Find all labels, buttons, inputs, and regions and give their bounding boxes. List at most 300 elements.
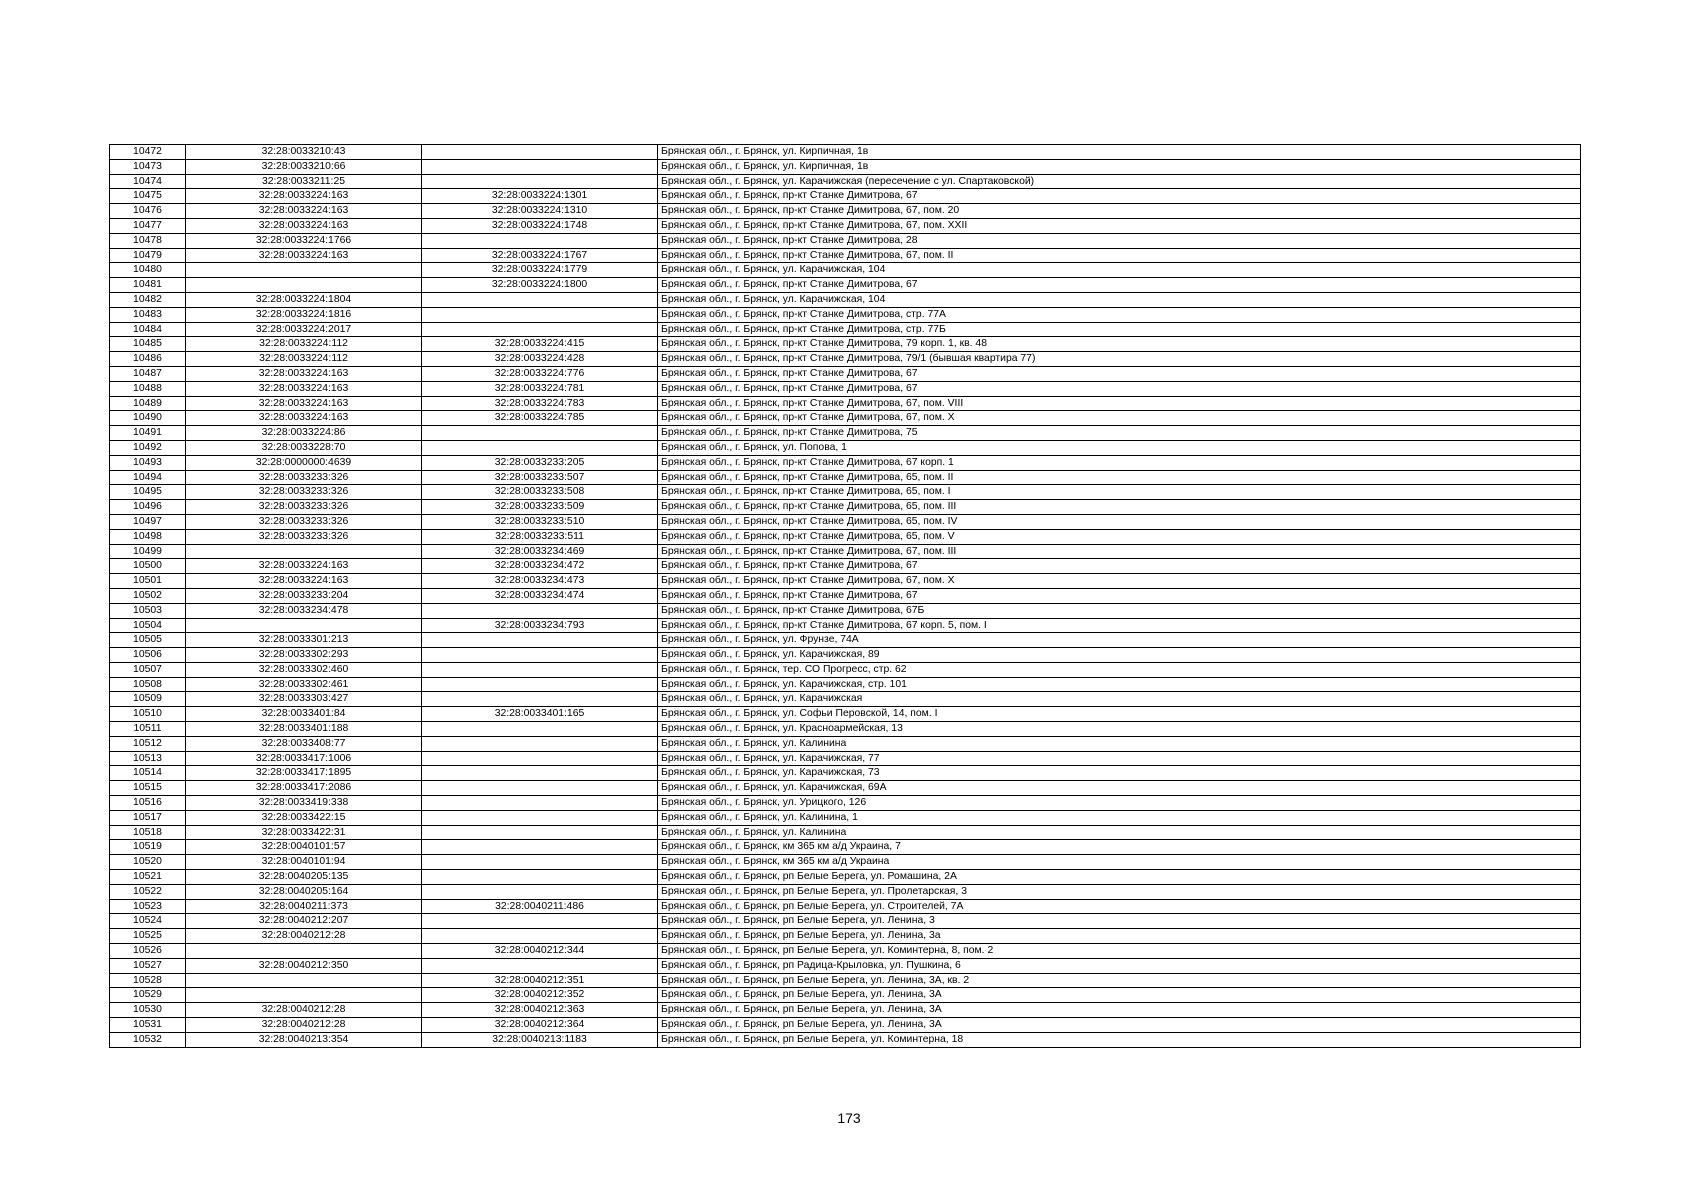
table-row (110, 677, 1581, 692)
object-cadastral-number-cell (422, 751, 658, 766)
table-row (110, 278, 1581, 293)
row-number-cell: 10496 (110, 500, 186, 515)
object-cadastral-number-cell (422, 174, 658, 189)
parcel-cadastral-number-cell: 32:28:0033234:478 (186, 603, 422, 618)
address-cell: Брянская обл., г. Брянск, пр-кт Станке Димитрова, 67 (658, 381, 1581, 396)
parcel-cadastral-number-cell: 32:28:0033224:163 (186, 411, 422, 426)
table-row (110, 174, 1581, 189)
address-cell: Брянская обл., г. Брянск, пр-кт Станке Димитрова, 67 (658, 278, 1581, 293)
address-cell: Брянская обл., г. Брянск, пр-кт Станке Димитрова, 67 (658, 588, 1581, 603)
row-number-cell: 10478 (110, 233, 186, 248)
parcel-cadastral-number-cell: 32:28:0033224:1766 (186, 233, 422, 248)
object-cadastral-number-cell: 32:28:0033234:473 (422, 574, 658, 589)
table-row (110, 440, 1581, 455)
row-number-cell: 10489 (110, 396, 186, 411)
address-cell: Брянская обл., г. Брянск, пр-кт Станке Димитрова, 67, пом. XXII (658, 218, 1581, 233)
object-cadastral-number-cell (422, 929, 658, 944)
row-number-cell: 10523 (110, 899, 186, 914)
parcel-cadastral-number-cell: 32:28:0033233:204 (186, 588, 422, 603)
parcel-cadastral-number-cell: 32:28:0033302:460 (186, 662, 422, 677)
object-cadastral-number-cell: 32:28:0033224:1767 (422, 248, 658, 263)
parcel-cadastral-number-cell: 32:28:0033417:1006 (186, 751, 422, 766)
address-cell: Брянская обл., г. Брянск, пр-кт Станке Димитрова, 79 корп. 1, кв. 48 (658, 337, 1581, 352)
parcel-cadastral-number-cell: 32:28:0033302:293 (186, 648, 422, 663)
address-cell: Брянская обл., г. Брянск, ул. Карачижская (пересечение с ул. Спартаковской) (658, 174, 1581, 189)
address-cell: Брянская обл., г. Брянск, пр-кт Станке Димитрова, 67 (658, 189, 1581, 204)
table-row (110, 1032, 1581, 1047)
table-row (110, 366, 1581, 381)
table-row (110, 248, 1581, 263)
object-cadastral-number-cell (422, 440, 658, 455)
table-row (110, 514, 1581, 529)
table-row (110, 958, 1581, 973)
object-cadastral-number-cell: 32:28:0033224:1800 (422, 278, 658, 293)
row-number-cell: 10495 (110, 485, 186, 500)
object-cadastral-number-cell: 32:28:0033233:509 (422, 500, 658, 515)
object-cadastral-number-cell: 32:28:0033224:428 (422, 352, 658, 367)
address-cell: Брянская обл., г. Брянск, пр-кт Станке Димитрова, 65, пом. III (658, 500, 1581, 515)
object-cadastral-number-cell: 32:28:0033224:1779 (422, 263, 658, 278)
row-number-cell: 10510 (110, 707, 186, 722)
object-cadastral-number-cell (422, 692, 658, 707)
registry-table-body (110, 145, 1581, 1048)
row-number-cell: 10506 (110, 648, 186, 663)
object-cadastral-number-cell: 32:28:0033224:783 (422, 396, 658, 411)
table-row (110, 603, 1581, 618)
table-row (110, 736, 1581, 751)
parcel-cadastral-number-cell: 32:28:0040205:135 (186, 870, 422, 885)
table-row (110, 840, 1581, 855)
row-number-cell: 10485 (110, 337, 186, 352)
object-cadastral-number-cell: 32:28:0033224:1748 (422, 218, 658, 233)
object-cadastral-number-cell: 32:28:0033233:511 (422, 529, 658, 544)
table-row (110, 544, 1581, 559)
object-cadastral-number-cell (422, 159, 658, 174)
row-number-cell: 10519 (110, 840, 186, 855)
row-number-cell: 10530 (110, 1003, 186, 1018)
parcel-cadastral-number-cell: 32:28:0033224:163 (186, 366, 422, 381)
row-number-cell: 10488 (110, 381, 186, 396)
object-cadastral-number-cell (422, 322, 658, 337)
table-row (110, 618, 1581, 633)
address-cell: Брянская обл., г. Брянск, пр-кт Станке Димитрова, 75 (658, 426, 1581, 441)
row-number-cell: 10481 (110, 278, 186, 293)
table-row (110, 426, 1581, 441)
address-cell: Брянская обл., г. Брянск, пр-кт Станке Димитрова, 67 (658, 559, 1581, 574)
row-number-cell: 10518 (110, 825, 186, 840)
parcel-cadastral-number-cell: 32:28:0033302:461 (186, 677, 422, 692)
address-cell: Брянская обл., г. Брянск, пр-кт Станке Димитрова, 67, пом. 20 (658, 204, 1581, 219)
row-number-cell: 10490 (110, 411, 186, 426)
object-cadastral-number-cell (422, 766, 658, 781)
object-cadastral-number-cell: 32:28:0033224:776 (422, 366, 658, 381)
address-cell: Брянская обл., г. Брянск, км 365 км а/д Украина (658, 855, 1581, 870)
table-row (110, 263, 1581, 278)
row-number-cell: 10498 (110, 529, 186, 544)
object-cadastral-number-cell (422, 781, 658, 796)
row-number-cell: 10529 (110, 988, 186, 1003)
object-cadastral-number-cell: 32:28:0033233:510 (422, 514, 658, 529)
table-row (110, 159, 1581, 174)
address-cell: Брянская обл., г. Брянск, ул. Карачижская, стр. 101 (658, 677, 1581, 692)
object-cadastral-number-cell (422, 884, 658, 899)
table-row (110, 855, 1581, 870)
address-cell: Брянская обл., г. Брянск, ул. Калинина (658, 825, 1581, 840)
object-cadastral-number-cell (422, 307, 658, 322)
table-row (110, 396, 1581, 411)
table-row (110, 352, 1581, 367)
address-cell: Брянская обл., г. Брянск, рп Белые Берега, ул. Коминтерна, 8, пом. 2 (658, 944, 1581, 959)
table-row (110, 145, 1581, 160)
table-row (110, 633, 1581, 648)
address-cell: Брянская обл., г. Брянск, пр-кт Станке Димитрова, 67 корп. 1 (658, 455, 1581, 470)
parcel-cadastral-number-cell: 32:28:0040212:350 (186, 958, 422, 973)
parcel-cadastral-number-cell (186, 278, 422, 293)
table-row (110, 944, 1581, 959)
row-number-cell: 10527 (110, 958, 186, 973)
address-cell: Брянская обл., г. Брянск, рп Белые Берега, ул. Ленина, 3 (658, 914, 1581, 929)
parcel-cadastral-number-cell: 32:28:0033422:15 (186, 810, 422, 825)
row-number-cell: 10476 (110, 204, 186, 219)
table-row (110, 411, 1581, 426)
parcel-cadastral-number-cell: 32:28:0040211:373 (186, 899, 422, 914)
object-cadastral-number-cell (422, 426, 658, 441)
parcel-cadastral-number-cell: 32:28:0033233:326 (186, 529, 422, 544)
parcel-cadastral-number-cell: 32:28:0033401:84 (186, 707, 422, 722)
object-cadastral-number-cell (422, 796, 658, 811)
parcel-cadastral-number-cell: 32:28:0033210:43 (186, 145, 422, 160)
row-number-cell: 10497 (110, 514, 186, 529)
object-cadastral-number-cell: 32:28:0033233:507 (422, 470, 658, 485)
table-row (110, 574, 1581, 589)
parcel-cadastral-number-cell (186, 988, 422, 1003)
object-cadastral-number-cell: 32:28:0033224:1301 (422, 189, 658, 204)
object-cadastral-number-cell (422, 603, 658, 618)
row-number-cell: 10473 (110, 159, 186, 174)
row-number-cell: 10531 (110, 1018, 186, 1033)
row-number-cell: 10472 (110, 145, 186, 160)
parcel-cadastral-number-cell: 32:28:0033224:163 (186, 189, 422, 204)
table-row (110, 529, 1581, 544)
object-cadastral-number-cell: 32:28:0040212:351 (422, 973, 658, 988)
address-cell: Брянская обл., г. Брянск, пр-кт Станке Димитрова, 67 (658, 366, 1581, 381)
address-cell: Брянская обл., г. Брянск, ул. Красноармейская, 13 (658, 722, 1581, 737)
row-number-cell: 10515 (110, 781, 186, 796)
table-row (110, 218, 1581, 233)
object-cadastral-number-cell (422, 810, 658, 825)
object-cadastral-number-cell: 32:28:0033233:508 (422, 485, 658, 500)
row-number-cell: 10483 (110, 307, 186, 322)
table-row (110, 500, 1581, 515)
parcel-cadastral-number-cell: 32:28:0033224:163 (186, 248, 422, 263)
object-cadastral-number-cell (422, 736, 658, 751)
object-cadastral-number-cell (422, 633, 658, 648)
parcel-cadastral-number-cell: 32:28:0040213:354 (186, 1032, 422, 1047)
parcel-cadastral-number-cell: 32:28:0033417:2086 (186, 781, 422, 796)
row-number-cell: 10507 (110, 662, 186, 677)
parcel-cadastral-number-cell: 32:28:0033224:112 (186, 352, 422, 367)
table-row (110, 381, 1581, 396)
table-row (110, 692, 1581, 707)
address-cell: Брянская обл., г. Брянск, ул. Калинина, 1 (658, 810, 1581, 825)
parcel-cadastral-number-cell (186, 263, 422, 278)
address-cell: Брянская обл., г. Брянск, ул. Кирпичная, 1в (658, 159, 1581, 174)
row-number-cell: 10493 (110, 455, 186, 470)
table-row (110, 973, 1581, 988)
address-cell: Брянская обл., г. Брянск, пр-кт Станке Димитрова, 67, пом. X (658, 574, 1581, 589)
table-row (110, 781, 1581, 796)
row-number-cell: 10479 (110, 248, 186, 263)
parcel-cadastral-number-cell: 32:28:0033401:188 (186, 722, 422, 737)
table-row (110, 810, 1581, 825)
object-cadastral-number-cell: 32:28:0040211:486 (422, 899, 658, 914)
address-cell: Брянская обл., г. Брянск, рп Белые Берега, ул. Ленина, 3а (658, 929, 1581, 944)
parcel-cadastral-number-cell: 32:28:0033233:326 (186, 485, 422, 500)
address-cell: Брянская обл., г. Брянск, ул. Кирпичная, 1в (658, 145, 1581, 160)
address-cell: Брянская обл., г. Брянск, км 365 км а/д Украина, 7 (658, 840, 1581, 855)
row-number-cell: 10513 (110, 751, 186, 766)
parcel-cadastral-number-cell: 32:28:0040212:28 (186, 1018, 422, 1033)
row-number-cell: 10487 (110, 366, 186, 381)
object-cadastral-number-cell: 32:28:0033224:415 (422, 337, 658, 352)
parcel-cadastral-number-cell: 32:28:0033224:163 (186, 396, 422, 411)
table-row (110, 914, 1581, 929)
address-cell: Брянская обл., г. Брянск, пр-кт Станке Димитрова, 65, пом. V (658, 529, 1581, 544)
parcel-cadastral-number-cell: 32:28:0033224:86 (186, 426, 422, 441)
object-cadastral-number-cell (422, 958, 658, 973)
row-number-cell: 10491 (110, 426, 186, 441)
address-cell: Брянская обл., г. Брянск, рп Белые Берега, ул. Ромашина, 2А (658, 870, 1581, 885)
row-number-cell: 10524 (110, 914, 186, 929)
table-row (110, 899, 1581, 914)
object-cadastral-number-cell (422, 648, 658, 663)
row-number-cell: 10514 (110, 766, 186, 781)
row-number-cell: 10500 (110, 559, 186, 574)
row-number-cell: 10525 (110, 929, 186, 944)
row-number-cell: 10504 (110, 618, 186, 633)
table-row (110, 766, 1581, 781)
table-row (110, 796, 1581, 811)
address-cell: Брянская обл., г. Брянск, ул. Урицкого, 126 (658, 796, 1581, 811)
address-cell: Брянская обл., г. Брянск, рп Белые Берега, ул. Ленина, 3А (658, 988, 1581, 1003)
table-row (110, 189, 1581, 204)
row-number-cell: 10528 (110, 973, 186, 988)
parcel-cadastral-number-cell (186, 544, 422, 559)
parcel-cadastral-number-cell: 32:28:0033301:213 (186, 633, 422, 648)
address-cell: Брянская обл., г. Брянск, ул. Карачижская, 89 (658, 648, 1581, 663)
object-cadastral-number-cell: 32:28:0033224:781 (422, 381, 658, 396)
parcel-cadastral-number-cell: 32:28:0033224:112 (186, 337, 422, 352)
address-cell: Брянская обл., г. Брянск, пр-кт Станке Димитрова, 67 корп. 5, пом. I (658, 618, 1581, 633)
address-cell: Брянская обл., г. Брянск, пр-кт Станке Димитрова, 67, пом. III (658, 544, 1581, 559)
registry-table-container (109, 144, 1580, 1048)
parcel-cadastral-number-cell: 32:28:0040205:164 (186, 884, 422, 899)
address-cell: Брянская обл., г. Брянск, пр-кт Станке Димитрова, 28 (658, 233, 1581, 248)
parcel-cadastral-number-cell: 32:28:0033417:1895 (186, 766, 422, 781)
object-cadastral-number-cell: 32:28:0040212:344 (422, 944, 658, 959)
address-cell: Брянская обл., г. Брянск, ул. Карачижская, 69А (658, 781, 1581, 796)
parcel-cadastral-number-cell: 32:28:0033233:326 (186, 514, 422, 529)
parcel-cadastral-number-cell: 32:28:0040212:28 (186, 929, 422, 944)
object-cadastral-number-cell: 32:28:0033234:469 (422, 544, 658, 559)
table-row (110, 337, 1581, 352)
parcel-cadastral-number-cell: 32:28:0033422:31 (186, 825, 422, 840)
address-cell: Брянская обл., г. Брянск, ул. Карачижская (658, 692, 1581, 707)
parcel-cadastral-number-cell: 32:28:0033224:1804 (186, 292, 422, 307)
parcel-cadastral-number-cell: 32:28:0033224:163 (186, 204, 422, 219)
row-number-cell: 10532 (110, 1032, 186, 1047)
address-cell: Брянская обл., г. Брянск, пр-кт Станке Димитрова, 67, пом. X (658, 411, 1581, 426)
table-row (110, 559, 1581, 574)
object-cadastral-number-cell: 32:28:0040212:363 (422, 1003, 658, 1018)
address-cell: Брянская обл., г. Брянск, пр-кт Станке Димитрова, 67, пом. VIII (658, 396, 1581, 411)
table-row (110, 722, 1581, 737)
address-cell: Брянская обл., г. Брянск, рп Белые Берега, ул. Строителей, 7А (658, 899, 1581, 914)
object-cadastral-number-cell: 32:28:0033224:1310 (422, 204, 658, 219)
row-number-cell: 10512 (110, 736, 186, 751)
object-cadastral-number-cell: 32:28:0033234:474 (422, 588, 658, 603)
object-cadastral-number-cell (422, 825, 658, 840)
address-cell: Брянская обл., г. Брянск, пр-кт Станке Димитрова, 65, пом. IV (658, 514, 1581, 529)
object-cadastral-number-cell: 32:28:0033224:785 (422, 411, 658, 426)
parcel-cadastral-number-cell (186, 944, 422, 959)
address-cell: Брянская обл., г. Брянск, пр-кт Станке Димитрова, стр. 77А (658, 307, 1581, 322)
row-number-cell: 10502 (110, 588, 186, 603)
parcel-cadastral-number-cell: 32:28:0033228:70 (186, 440, 422, 455)
object-cadastral-number-cell (422, 914, 658, 929)
row-number-cell: 10486 (110, 352, 186, 367)
row-number-cell: 10522 (110, 884, 186, 899)
parcel-cadastral-number-cell: 32:28:0033224:163 (186, 574, 422, 589)
object-cadastral-number-cell: 32:28:0040213:1183 (422, 1032, 658, 1047)
parcel-cadastral-number-cell: 32:28:0040101:94 (186, 855, 422, 870)
parcel-cadastral-number-cell (186, 618, 422, 633)
table-row (110, 1018, 1581, 1033)
object-cadastral-number-cell (422, 870, 658, 885)
row-number-cell: 10508 (110, 677, 186, 692)
table-row (110, 455, 1581, 470)
parcel-cadastral-number-cell (186, 973, 422, 988)
object-cadastral-number-cell (422, 662, 658, 677)
page-number: 173 (837, 1110, 861, 1126)
parcel-cadastral-number-cell: 32:28:0033224:163 (186, 381, 422, 396)
parcel-cadastral-number-cell: 32:28:0033408:77 (186, 736, 422, 751)
row-number-cell: 10526 (110, 944, 186, 959)
object-cadastral-number-cell: 32:28:0033234:793 (422, 618, 658, 633)
table-row (110, 929, 1581, 944)
parcel-cadastral-number-cell: 32:28:0033224:1816 (186, 307, 422, 322)
address-cell: Брянская обл., г. Брянск, пр-кт Станке Димитрова, 67, пом. II (658, 248, 1581, 263)
object-cadastral-number-cell (422, 292, 658, 307)
row-number-cell: 10482 (110, 292, 186, 307)
address-cell: Брянская обл., г. Брянск, ул. Карачижская, 104 (658, 292, 1581, 307)
address-cell: Брянская обл., г. Брянск, пр-кт Станке Димитрова, 65, пом. II (658, 470, 1581, 485)
address-cell: Брянская обл., г. Брянск, рп Белые Берега, ул. Ленина, 3А (658, 1018, 1581, 1033)
table-row (110, 470, 1581, 485)
object-cadastral-number-cell (422, 840, 658, 855)
address-cell: Брянская обл., г. Брянск, ул. Фрунзе, 74А (658, 633, 1581, 648)
table-row (110, 988, 1581, 1003)
object-cadastral-number-cell (422, 145, 658, 160)
row-number-cell: 10521 (110, 870, 186, 885)
object-cadastral-number-cell: 32:28:0040212:364 (422, 1018, 658, 1033)
object-cadastral-number-cell (422, 722, 658, 737)
address-cell: Брянская обл., г. Брянск, рп Радица-Крыловка, ул. Пушкина, 6 (658, 958, 1581, 973)
row-number-cell: 10499 (110, 544, 186, 559)
table-row (110, 204, 1581, 219)
row-number-cell: 10480 (110, 263, 186, 278)
table-row (110, 870, 1581, 885)
row-number-cell: 10520 (110, 855, 186, 870)
parcel-cadastral-number-cell: 32:28:0033224:163 (186, 559, 422, 574)
row-number-cell: 10509 (110, 692, 186, 707)
parcel-cadastral-number-cell: 32:28:0033419:338 (186, 796, 422, 811)
row-number-cell: 10474 (110, 174, 186, 189)
row-number-cell: 10511 (110, 722, 186, 737)
object-cadastral-number-cell (422, 855, 658, 870)
row-number-cell: 10517 (110, 810, 186, 825)
table-row (110, 233, 1581, 248)
row-number-cell: 10484 (110, 322, 186, 337)
parcel-cadastral-number-cell: 32:28:0033233:326 (186, 470, 422, 485)
parcel-cadastral-number-cell: 32:28:0033224:2017 (186, 322, 422, 337)
table-row (110, 707, 1581, 722)
row-number-cell: 10477 (110, 218, 186, 233)
table-row (110, 292, 1581, 307)
object-cadastral-number-cell: 32:28:0040212:352 (422, 988, 658, 1003)
address-cell: Брянская обл., г. Брянск, рп Белые Берега, ул. Пролетарская, 3 (658, 884, 1581, 899)
parcel-cadastral-number-cell: 32:28:0033210:66 (186, 159, 422, 174)
address-cell: Брянская обл., г. Брянск, пр-кт Станке Димитрова, стр. 77Б (658, 322, 1581, 337)
parcel-cadastral-number-cell: 32:28:0040101:57 (186, 840, 422, 855)
address-cell: Брянская обл., г. Брянск, рп Белые Берега, ул. Ленина, 3А (658, 1003, 1581, 1018)
table-row (110, 485, 1581, 500)
address-cell: Брянская обл., г. Брянск, ул. Калинина (658, 736, 1581, 751)
row-number-cell: 10492 (110, 440, 186, 455)
address-cell: Брянская обл., г. Брянск, ул. Карачижская, 77 (658, 751, 1581, 766)
object-cadastral-number-cell (422, 677, 658, 692)
table-row (110, 322, 1581, 337)
address-cell: Брянская обл., г. Брянск, ул. Карачижская, 104 (658, 263, 1581, 278)
address-cell: Брянская обл., г. Брянск, тер. СО Прогресс, стр. 62 (658, 662, 1581, 677)
address-cell: Брянская обл., г. Брянск, пр-кт Станке Димитрова, 79/1 (бывшая квартира 77) (658, 352, 1581, 367)
parcel-cadastral-number-cell: 32:28:0033224:163 (186, 218, 422, 233)
address-cell: Брянская обл., г. Брянск, пр-кт Станке Димитрова, 65, пом. I (658, 485, 1581, 500)
table-row (110, 662, 1581, 677)
table-row (110, 307, 1581, 322)
table-row (110, 588, 1581, 603)
address-cell: Брянская обл., г. Брянск, ул. Карачижская, 73 (658, 766, 1581, 781)
row-number-cell: 10503 (110, 603, 186, 618)
address-cell: Брянская обл., г. Брянск, рп Белые Берега, ул. Ленина, 3А, кв. 2 (658, 973, 1581, 988)
parcel-cadastral-number-cell: 32:28:0040212:207 (186, 914, 422, 929)
table-row (110, 1003, 1581, 1018)
row-number-cell: 10475 (110, 189, 186, 204)
table-row (110, 648, 1581, 663)
object-cadastral-number-cell: 32:28:0033233:205 (422, 455, 658, 470)
object-cadastral-number-cell: 32:28:0033401:165 (422, 707, 658, 722)
row-number-cell: 10516 (110, 796, 186, 811)
object-cadastral-number-cell (422, 233, 658, 248)
row-number-cell: 10501 (110, 574, 186, 589)
parcel-cadastral-number-cell: 32:28:0000000:4639 (186, 455, 422, 470)
parcel-cadastral-number-cell: 32:28:0033303:427 (186, 692, 422, 707)
address-cell: Брянская обл., г. Брянск, ул. Софьи Перовской, 14, пом. I (658, 707, 1581, 722)
parcel-cadastral-number-cell: 32:28:0040212:28 (186, 1003, 422, 1018)
parcel-cadastral-number-cell: 32:28:0033233:326 (186, 500, 422, 515)
table-row (110, 884, 1581, 899)
address-cell: Брянская обл., г. Брянск, ул. Попова, 1 (658, 440, 1581, 455)
